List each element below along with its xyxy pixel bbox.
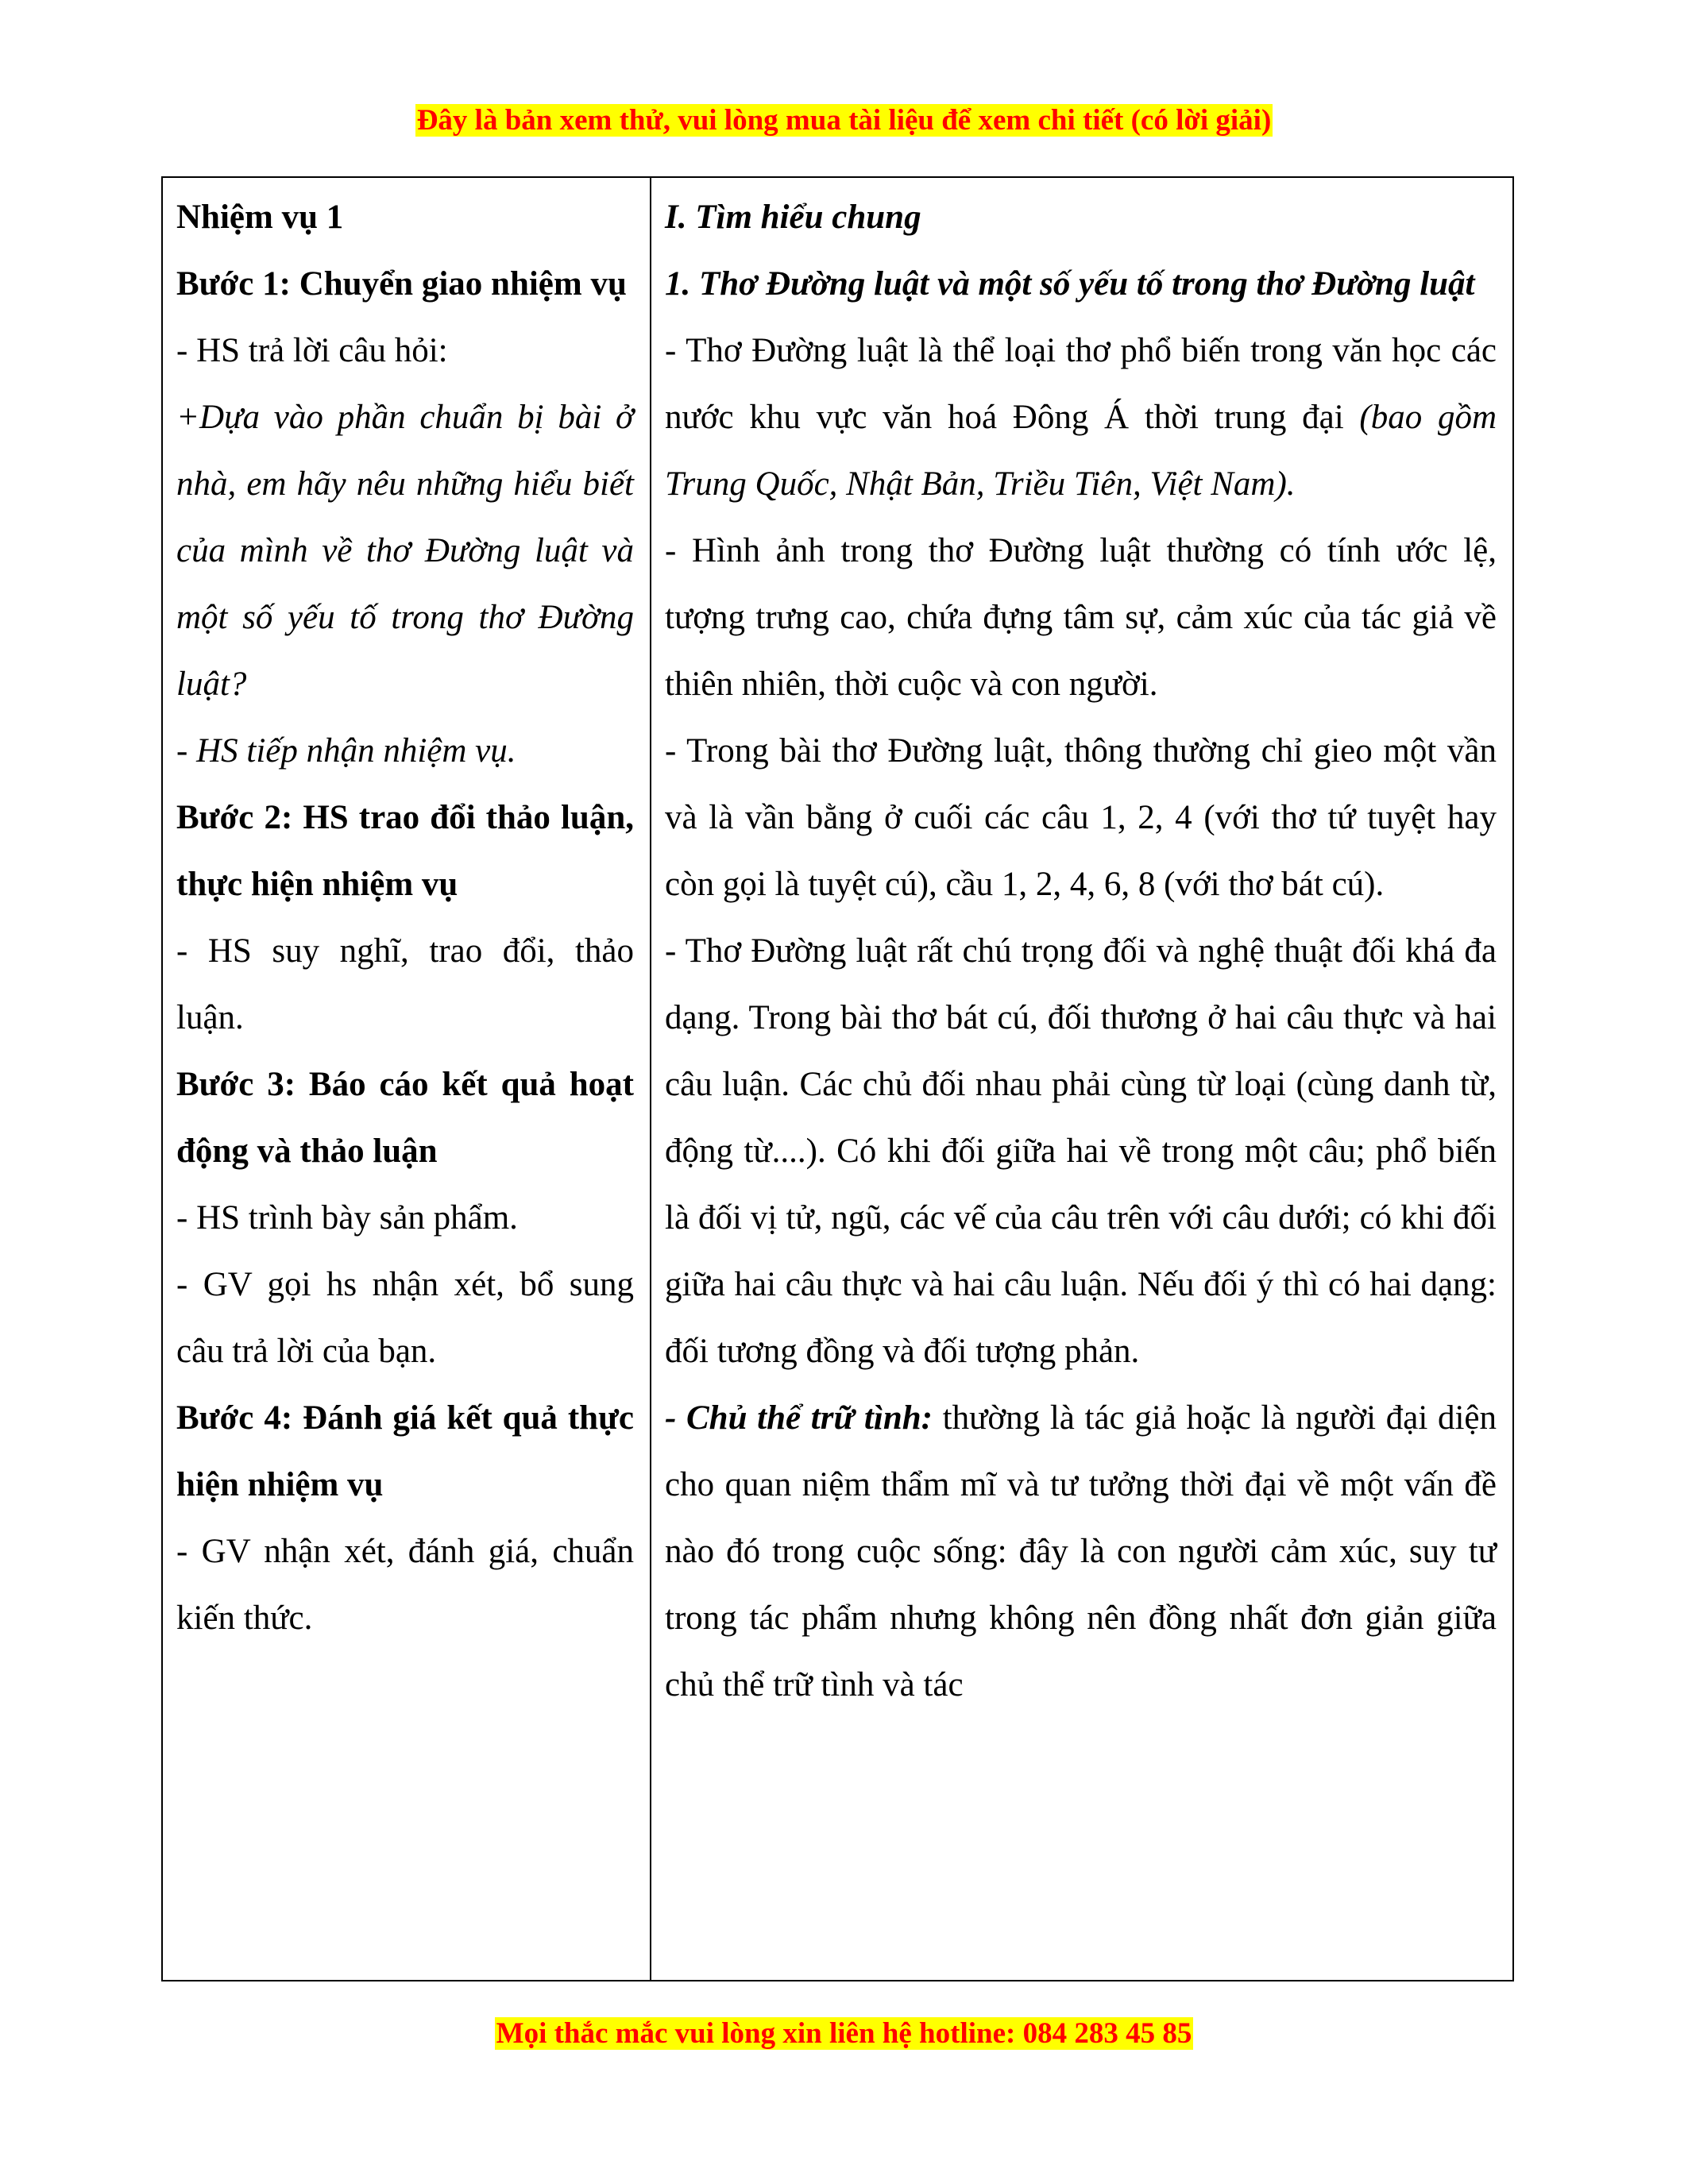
- step3-text1: - HS trình bày sản phẩm.: [176, 1199, 518, 1237]
- step3-text2: - GV gọi hs nhận xét, bổ sung câu trả lời của bạn.: [176, 1266, 634, 1370]
- paragraph-5-label: - Chủ thể trữ tình:: [665, 1399, 933, 1437]
- step1-receive: - HS tiếp nhận nhiệm vụ.: [176, 732, 516, 770]
- hotline-notice-text: Mọi thắc mắc vui lòng xin liên hệ hotline: 084 283 45 85: [496, 2017, 1192, 2050]
- paragraph-1-text: - Thơ Đường luật là thể loại thơ phổ biến trong văn học các nước khu vực văn hoá Đông Á thời trung đại: [665, 332, 1497, 436]
- paragraph-1: [665, 318, 1497, 518]
- activity-column: [163, 178, 651, 1980]
- paragraph-4: - Thơ Đường luật rất chú trọng đối và nghệ thuật đối khá đa dạng. Trong bài thơ bát cú, đối thương ở hai câu thực và hai câu luận. Các chủ đối nhau phải cùng từ loại (cùng danh từ, động từ....). Có khi đối giữa hai về trong một câu; phổ biến là đối vị tử, ngũ, các vế của câu trên với câu dưới; có khi đối giữa hai câu thực và hai câu luận. Nếu đối ý thì có hai dạng: đối tương đồng và đối tượng phản.: [665, 932, 1497, 1370]
- step1-title: Bước 1: Chuyển giao nhiệm vụ: [176, 265, 627, 303]
- step2-title: Bước 2: HS trao đổi thảo luận, thực hiện nhiệm vụ: [176, 799, 634, 903]
- paragraph-2: - Hình ảnh trong thơ Đường luật thường có tính ước lệ, tượng trưng cao, chứa đựng tâm sự, cảm xúc của tác giả về thiên nhiên, thời cuộc và con người.: [665, 532, 1497, 703]
- step1-intro: - HS trả lời câu hỏi:: [176, 332, 448, 369]
- subsection-title: 1. Thơ Đường luật và một số yếu tố trong thơ Đường luật: [665, 265, 1475, 303]
- preview-notice: [0, 103, 1688, 138]
- paragraph-3: - Trong bài thơ Đường luật, thông thường chỉ gieo một vần và là vần bằng ở cuối các câu 1, 2, 4 (với thơ tứ tuyệt hay còn gọi là tuyệt cú), cầu 1, 2, 4, 6, 8 (với thơ bát cú).: [665, 732, 1497, 903]
- paragraph-5: [665, 1385, 1497, 1719]
- step4-title: Bước 4: Đánh giá kết quả thực hiện nhiệm vụ: [176, 1399, 634, 1503]
- section-title: I. Tìm hiểu chung: [665, 199, 921, 236]
- task-title: Nhiệm vụ 1: [176, 199, 344, 236]
- content-column: [651, 178, 1512, 1980]
- step2-text: - HS suy nghĩ, trao đổi, thảo luận.: [176, 932, 634, 1036]
- preview-notice-text: Đây là bản xem thử, vui lòng mua tài liệu để xem chi tiết (có lời giải): [416, 104, 1272, 137]
- lesson-table: [161, 176, 1514, 1981]
- step3-title: Bước 3: Báo cáo kết quả hoạt động và thảo luận: [176, 1066, 634, 1170]
- paragraph-5-text: thường là tác giả hoặc là người đại diện cho quan niệm thẩm mĩ và tư tưởng thời đại về một vấn đề nào đó trong cuộc sống: đây là con người cảm xúc, suy tư trong tác phẩm nhưng không nên đồng nhất đơn giản giữa chủ thể trữ tình và tác: [665, 1399, 1497, 1704]
- step4-text: - GV nhận xét, đánh giá, chuẩn kiến thức.: [176, 1533, 634, 1637]
- paragraph-1-italic: (bao gồm Trung Quốc, Nhật Bản, Triều Tiên, Việt Nam).: [665, 399, 1497, 503]
- hotline-notice: [0, 2016, 1688, 2051]
- step1-question: +Dựa vào phần chuẩn bị bài ở nhà, em hãy nêu những hiểu biết của mình về thơ Đường luật và một số yếu tố trong thơ Đường luật?: [176, 399, 634, 703]
